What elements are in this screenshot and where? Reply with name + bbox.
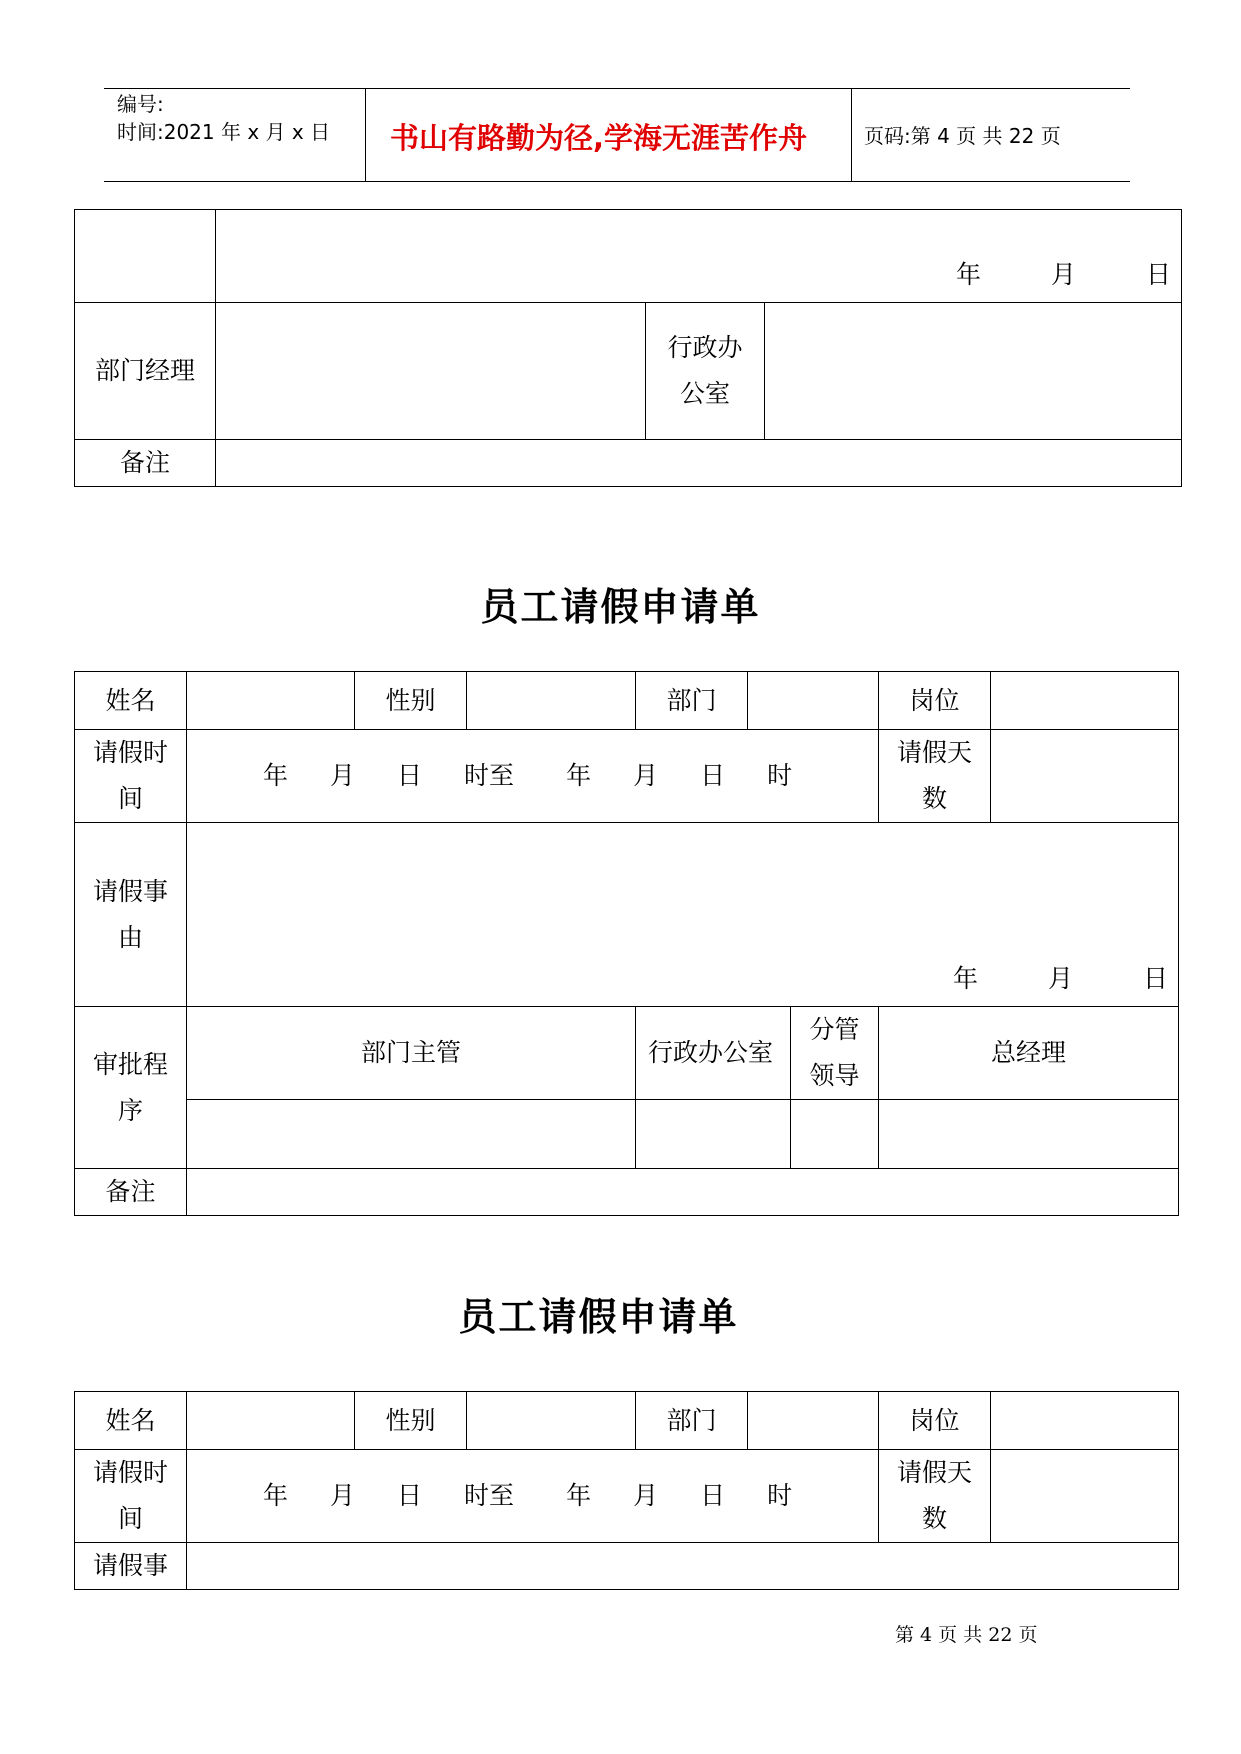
top-approval-table	[74, 209, 1182, 487]
leave-form-2	[74, 1391, 1179, 1590]
to-day: 日	[700, 1481, 726, 1510]
admin-office-header-text: 行政办公室	[648, 1038, 774, 1067]
leave-days-label-line2: 数	[921, 1504, 947, 1533]
form2-title: 员工请假申请单	[458, 1294, 739, 1339]
branch-leader-sign-field[interactable]	[791, 1100, 879, 1169]
top-signature-cell[interactable]	[216, 210, 1182, 303]
approval-label-line1: 审批程	[92, 1049, 168, 1079]
branch-leader-line1: 分管	[809, 1015, 860, 1044]
leave-days-label	[879, 1450, 991, 1543]
header-top-rule	[104, 88, 1130, 89]
gender-field[interactable]	[467, 672, 636, 730]
name-field[interactable]	[187, 672, 355, 730]
gender-label: 性别	[355, 672, 467, 730]
from-year: 年	[263, 1481, 289, 1510]
leave-time-label	[75, 1450, 187, 1543]
leave-time-range	[187, 753, 878, 799]
header-divider-left	[365, 88, 366, 181]
reason-date-month: 月	[1047, 964, 1073, 993]
to-month: 月	[633, 761, 659, 790]
top-remark-label: 备注	[75, 440, 216, 487]
leave-reason-field[interactable]	[187, 823, 1179, 1007]
from-month: 月	[330, 761, 356, 790]
from-day: 日	[397, 1481, 423, 1510]
general-manager-sign-field[interactable]	[879, 1100, 1179, 1169]
admin-office-sign-field[interactable]	[636, 1100, 791, 1169]
leave-reason-label: 请假事	[75, 1543, 187, 1590]
position-label: 岗位	[879, 672, 991, 730]
leave-days-field[interactable]	[991, 1450, 1179, 1543]
form1-remark-field[interactable]	[187, 1169, 1179, 1216]
from-hour-to: 时至	[464, 761, 515, 790]
leave-time-label-line2: 间	[117, 784, 143, 813]
leave-time-range-field[interactable]	[187, 730, 879, 823]
document-time-label: 时间:2021 年 x 月 x 日	[117, 120, 331, 144]
name-field[interactable]	[187, 1392, 355, 1450]
leave-time-range-field[interactable]	[187, 1450, 879, 1543]
leave-reason-field[interactable]	[187, 1543, 1179, 1590]
dept-manager-sign-field[interactable]	[216, 303, 646, 440]
form1-title: 员工请假申请单	[480, 584, 761, 629]
branch-leader-line2: 领导	[809, 1061, 860, 1090]
to-hour: 时	[767, 761, 793, 790]
leave-form-1	[74, 671, 1179, 1216]
admin-office-sign-field[interactable]	[765, 303, 1182, 440]
admin-office-label	[646, 303, 765, 440]
from-hour-to: 时至	[464, 1481, 515, 1510]
form1-remark-label: 备注	[75, 1169, 187, 1216]
footer-page-number: 第 4 页 共 22 页	[895, 1624, 1038, 1646]
top-blank-label-cell	[75, 210, 216, 303]
leave-time-label-line2: 间	[117, 1504, 143, 1533]
to-day: 日	[700, 761, 726, 790]
leave-reason-label-line2: 由	[117, 922, 143, 952]
admin-office-label-line2: 公室	[679, 379, 730, 408]
top-date-line	[956, 252, 1181, 298]
header-motto: 书山有路勤为径,学海无涯苦作舟	[390, 121, 808, 155]
admin-office-label-line1: 行政办	[667, 333, 743, 362]
reason-date-year: 年	[952, 964, 978, 993]
name-label: 姓名	[75, 1392, 187, 1450]
date-day-label: 日	[1146, 260, 1172, 289]
to-year: 年	[566, 1481, 592, 1510]
leave-days-label-line1: 请假天	[896, 738, 972, 767]
top-remark-field[interactable]	[216, 440, 1182, 487]
reason-date-line	[953, 956, 1178, 1002]
dept-supervisor-label: 部门主管	[187, 1007, 636, 1100]
leave-time-label-line1: 请假时	[92, 1458, 168, 1487]
leave-time-range	[187, 1473, 878, 1519]
department-field[interactable]	[748, 672, 879, 730]
approval-label-line2: 序	[117, 1095, 143, 1125]
date-month-label: 月	[1050, 260, 1076, 289]
branch-leader-label	[791, 1007, 879, 1100]
position-field[interactable]	[991, 1392, 1179, 1450]
leave-days-field[interactable]	[991, 730, 1179, 823]
to-year: 年	[566, 761, 592, 790]
gender-label: 性别	[355, 1392, 467, 1450]
leave-reason-label	[75, 823, 187, 1007]
to-month: 月	[633, 1481, 659, 1510]
approval-process-label	[75, 1007, 187, 1169]
dept-supervisor-sign-field[interactable]	[187, 1100, 636, 1169]
dept-manager-label: 部门经理	[75, 303, 216, 440]
leave-days-label-line2: 数	[921, 784, 947, 813]
leave-time-label	[75, 730, 187, 823]
general-manager-label: 总经理	[879, 1007, 1179, 1100]
admin-office-header	[636, 1007, 791, 1100]
document-number-label: 编号:	[117, 92, 164, 116]
from-month: 月	[330, 1481, 356, 1510]
header-bottom-rule	[104, 181, 1130, 182]
position-label: 岗位	[879, 1392, 991, 1450]
leave-time-label-line1: 请假时	[92, 738, 168, 767]
leave-days-label	[879, 730, 991, 823]
to-hour: 时	[767, 1481, 793, 1510]
from-year: 年	[263, 761, 289, 790]
position-field[interactable]	[991, 672, 1179, 730]
name-label: 姓名	[75, 672, 187, 730]
department-label: 部门	[636, 1392, 748, 1450]
header-divider-right	[851, 88, 852, 181]
department-label: 部门	[636, 672, 748, 730]
gender-field[interactable]	[467, 1392, 636, 1450]
leave-days-label-line1: 请假天	[896, 1458, 972, 1487]
reason-date-day: 日	[1142, 964, 1168, 993]
leave-reason-label-line1: 请假事	[92, 876, 168, 906]
from-day: 日	[397, 761, 423, 790]
header-page-label: 页码:第 4 页 共 22 页	[864, 124, 1061, 148]
department-field[interactable]	[748, 1392, 879, 1450]
date-year-label: 年	[955, 260, 981, 289]
